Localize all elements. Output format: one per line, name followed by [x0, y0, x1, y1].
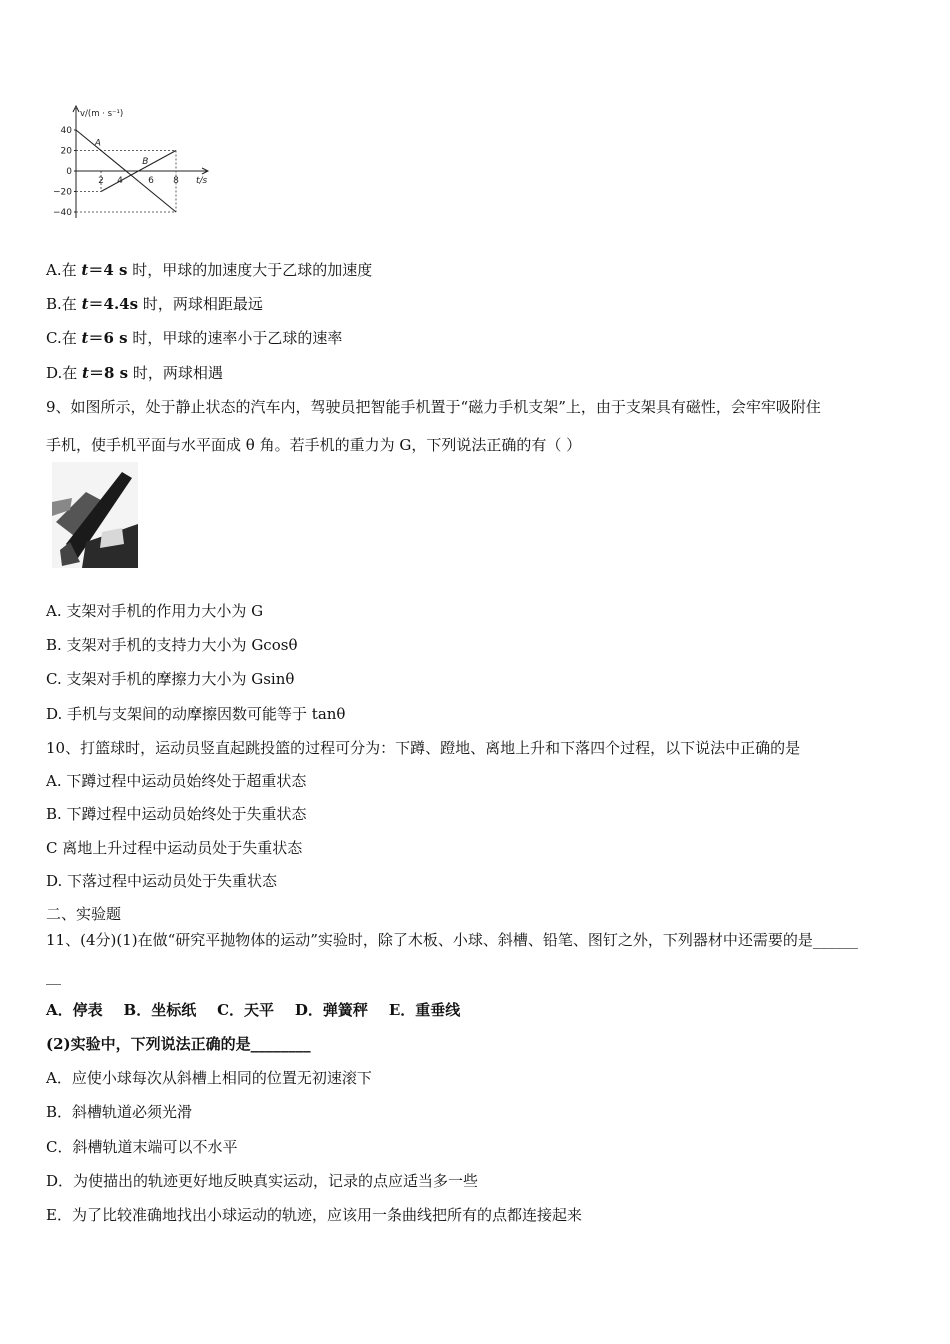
q11-option-d: D．为使描出的轨迹更好地反映真实运动，记录的点应适当多一些	[46, 1172, 479, 1190]
q8-option-c: C.在 t＝6 s 时，甲球的速率小于乙球的速率	[46, 329, 343, 347]
y-tick-label: 0	[66, 167, 72, 177]
q9-option-b: B. 支架对手机的支持力大小为 Gcosθ	[46, 636, 298, 654]
x-tick-label: 4	[117, 176, 123, 186]
q10-option-a: A. 下蹲过程中运动员始终处于超重状态	[46, 772, 307, 790]
x-tick-label: 6	[148, 176, 154, 186]
q11-equipment-options: A．停表 B．坐标纸 C．天平 D．弹簧秤 E．重垂线	[46, 1001, 461, 1019]
q8-option-d: D.在 t＝8 s 时，两球相遇	[46, 364, 223, 382]
q11-stem-blank: __	[46, 967, 61, 985]
x-tick-label: 2	[98, 176, 104, 186]
q9-option-a: A. 支架对手机的作用力大小为 G	[46, 602, 264, 620]
q10-option-c: C 离地上升过程中运动员处于失重状态	[46, 839, 303, 857]
velocity-time-chart	[46, 100, 236, 240]
q8-option-a: A.在 t＝4 s 时，甲球的加速度大于乙球的加速度	[46, 261, 373, 279]
phone-holder-photo	[52, 462, 138, 568]
q9-option-c: C. 支架对手机的摩擦力大小为 Gsinθ	[46, 670, 295, 688]
q10-option-b: B. 下蹲过程中运动员始终处于失重状态	[46, 805, 307, 823]
y-tick-label: −40	[53, 208, 72, 218]
q10-stem: 10、打篮球时，运动员竖直起跳投篮的过程可分为：下蹲、蹬地、离地上升和下落四个过程，以下说法中正确的是	[46, 739, 801, 757]
q11-option-a: A．应使小球每次从斜槽上相同的位置无初速滚下	[46, 1069, 372, 1087]
y-tick-label: 40	[60, 126, 72, 136]
q11-part2-stem: (2)实验中，下列说法正确的是________	[46, 1035, 311, 1053]
y-axis-label: v/(m · s⁻¹)	[80, 109, 124, 119]
q9-stem-line2: 手机，使手机平面与水平面成 θ 角。若手机的重力为 G，下列说法正确的有（ ）	[46, 436, 582, 454]
x-axis-label: t/s	[196, 176, 208, 186]
y-tick-label: −20	[53, 187, 72, 198]
y-tick-label: 20	[60, 146, 72, 157]
series-label-A: A	[94, 138, 101, 149]
q9-option-d: D. 手机与支架间的动摩擦因数可能等于 tanθ	[46, 705, 346, 723]
q11-option-c: C．斜槽轨道末端可以不水平	[46, 1138, 238, 1156]
q10-option-d: D. 下落过程中运动员处于失重状态	[46, 872, 278, 890]
q11-option-b: B．斜槽轨道必须光滑	[46, 1103, 193, 1121]
q8-option-b: B.在 t＝4.4s 时，两球相距最远	[46, 295, 263, 313]
x-tick-label: 8	[173, 176, 179, 186]
series-label-B: B	[142, 156, 149, 167]
q11-stem-line1: 11、(4分)(1)在做“研究平抛物体的运动”实验时，除了木板、小球、斜槽、铅笔、图钉之外，下列器材中还需要的是______	[46, 931, 858, 949]
q9-stem-line1: 9、如图所示，处于静止状态的汽车内，驾驶员把智能手机置于“磁力手机支架”上，由于支架具有磁性，会牢牢吸附住	[46, 398, 821, 416]
q11-option-e: E．为了比较准确地找出小球运动的轨迹，应该用一条曲线把所有的点都连接起来	[46, 1206, 582, 1224]
section-heading: 二、实验题	[46, 905, 122, 923]
